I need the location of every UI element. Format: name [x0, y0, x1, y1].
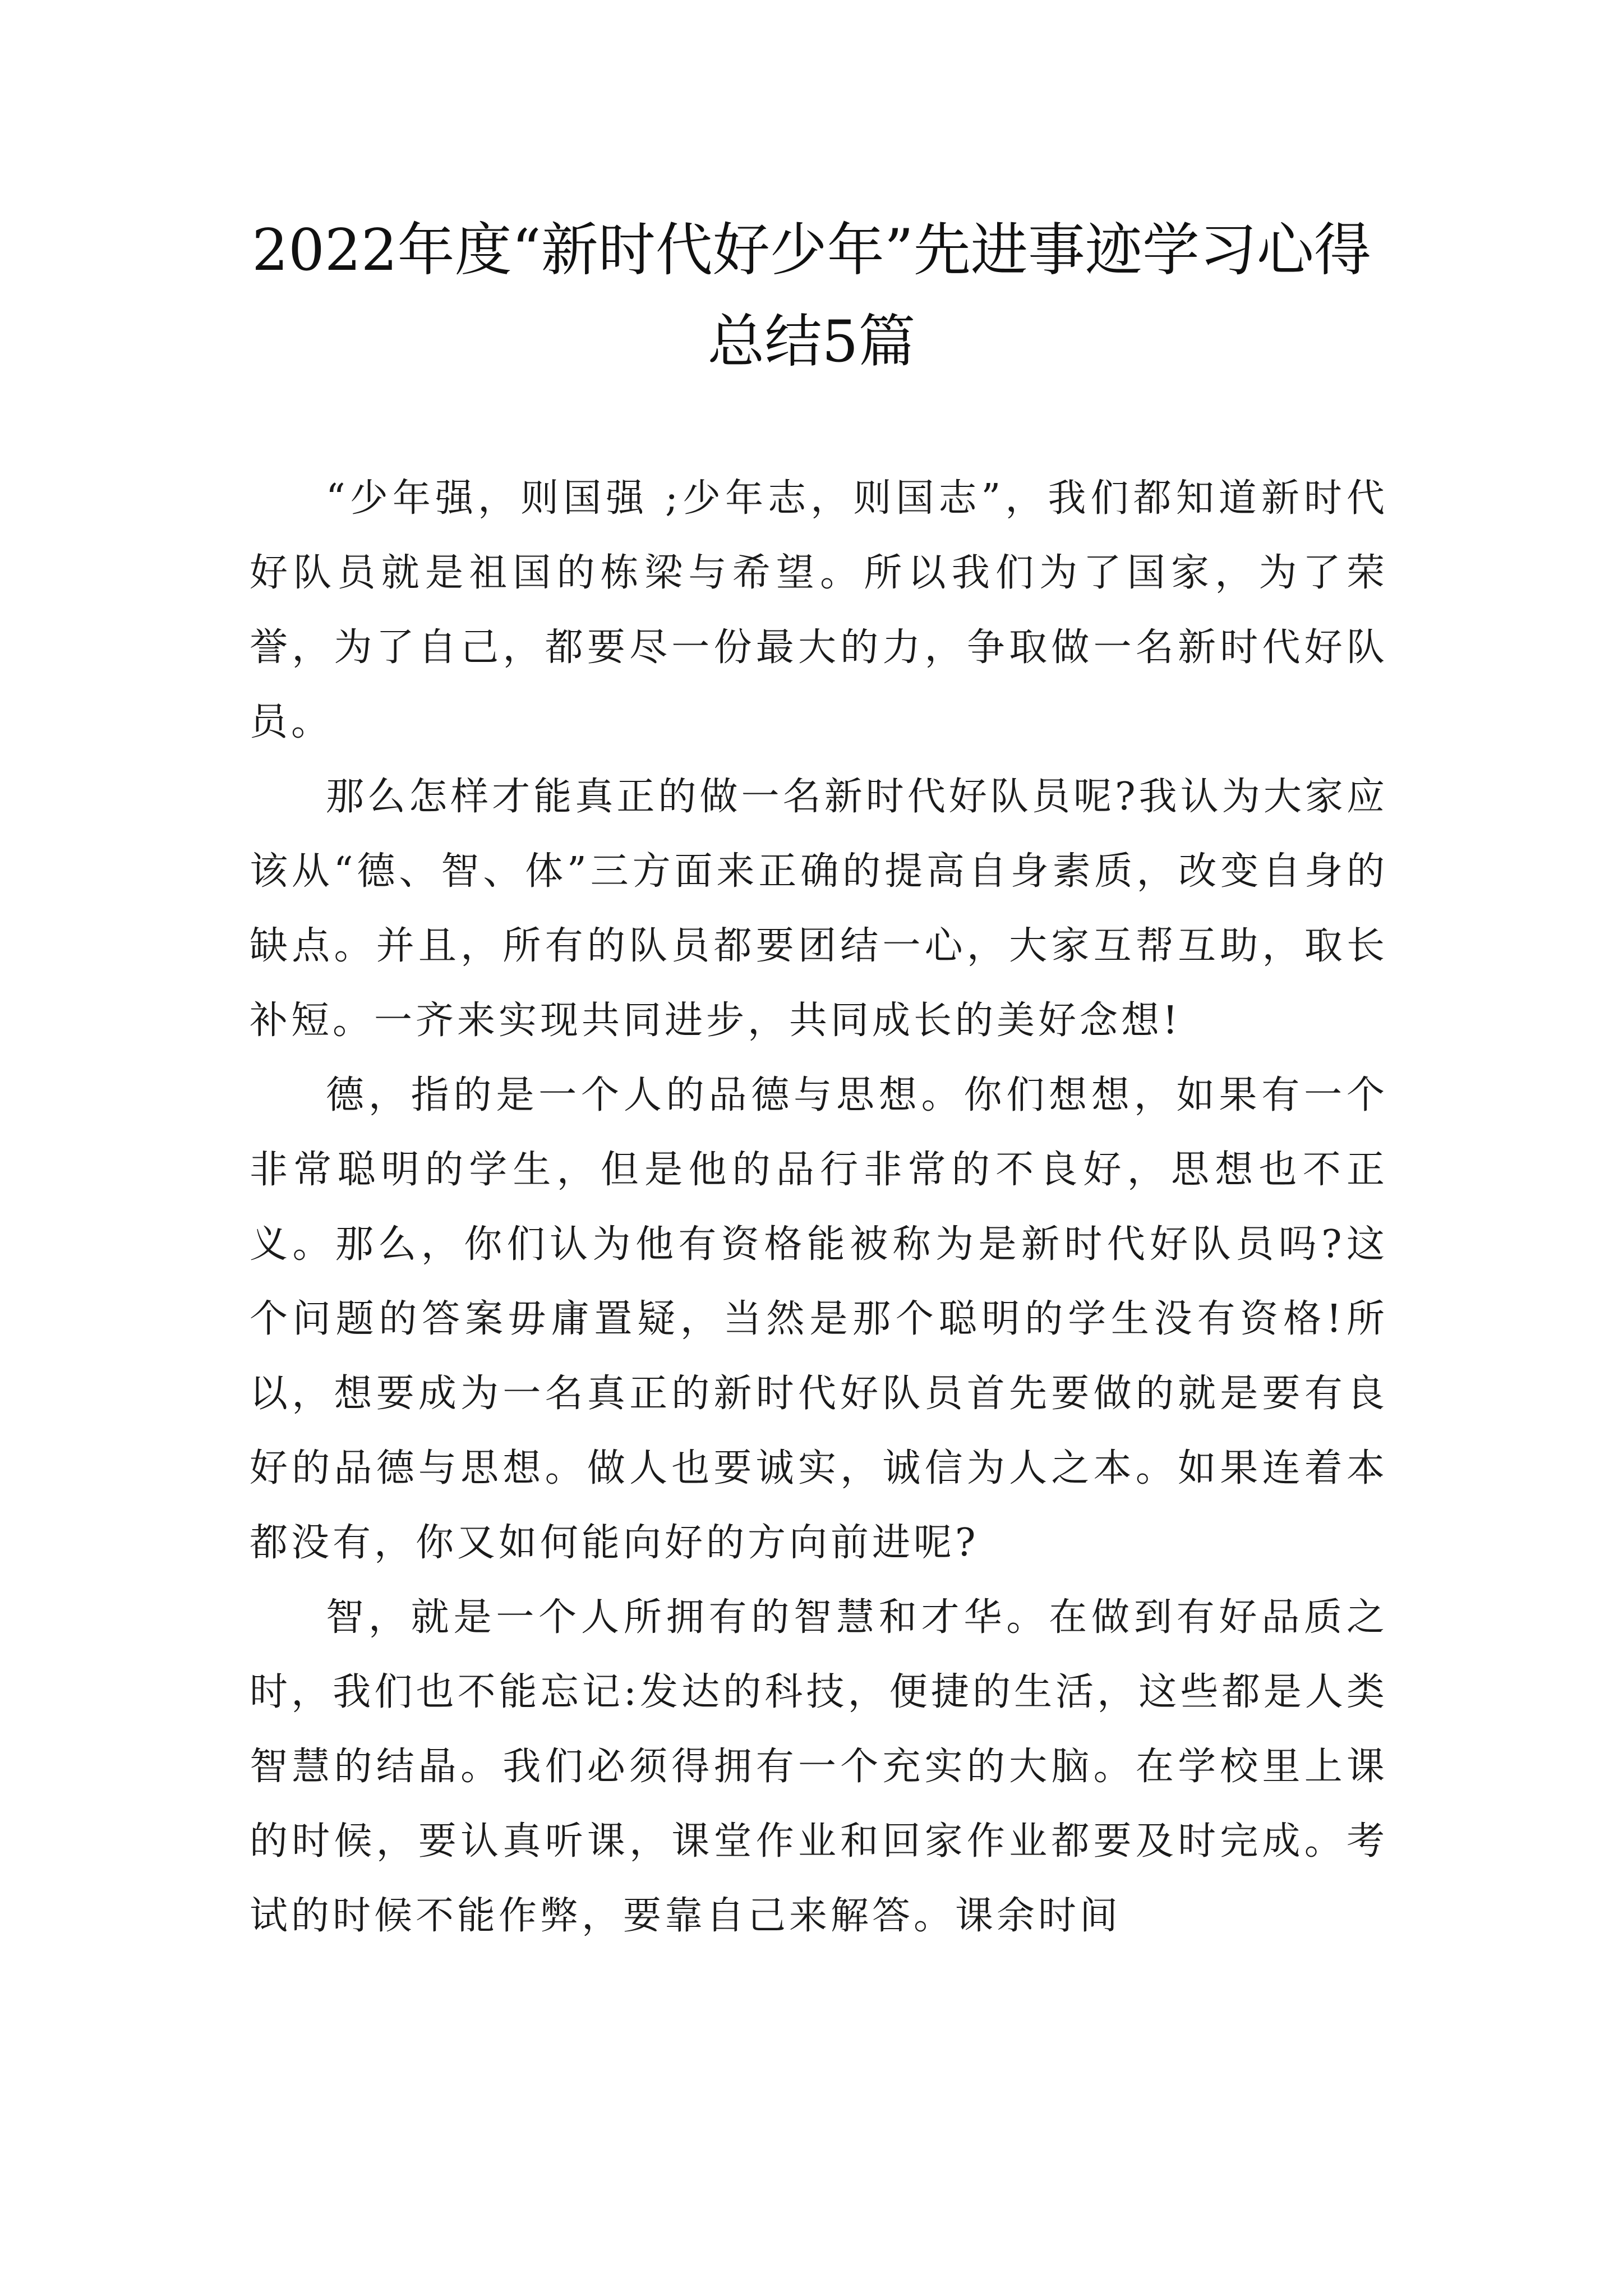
paragraph: 那么怎样才能真正的做一名新时代好队员呢?我认为大家应该从“德、智、体”三方面来正确的提高自身素质，改变自身的缺点。并且，所有的队员都要团结一心，大家互帮互助，取长补短。一齐来实现共同进步，共同成长的美好念想! [250, 775, 1388, 1043]
paragraph: 智，就是一个人所拥有的智慧和才华。在做到有好品质之时，我们也不能忘记:发达的科技，便捷的生活，这些都是人类智慧的结晶。我们必须得拥有一个充实的大脑。在学校里上课的时候，要认真听课，课堂作业和回家作业都要及时完成。考试的时候不能作弊，要靠自己来解答。课余时间 [250, 1595, 1388, 1938]
document-body [250, 461, 1388, 1953]
paragraph: “少年强，则国强 ;少年志，则国志”，我们都知道新时代好队员就是祖国的栋梁与希望。所以我们为了国家，为了荣誉，为了自己，都要尽一份最大的力，争取做一名新时代好队员。 [250, 476, 1388, 744]
document-title: 2022年度“新时代好少年”先进事迹学习心得总结5篇 [252, 217, 1371, 375]
paragraph: 德，指的是一个人的品德与思想。你们想想，如果有一个非常聪明的学生，但是他的品行非常的不良好，思想也不正义。那么，你们认为他有资格能被称为是新时代好队员吗?这个问题的答案毋庸置疑，当然是那个聪明的学生没有资格!所以，想要成为一名真正的新时代好队员首先要做的就是要有良好的品德与思想。做人也要诚实，诚信为人之本。如果连着本都没有，你又如何能向好的方向前进呢? [250, 1073, 1388, 1565]
